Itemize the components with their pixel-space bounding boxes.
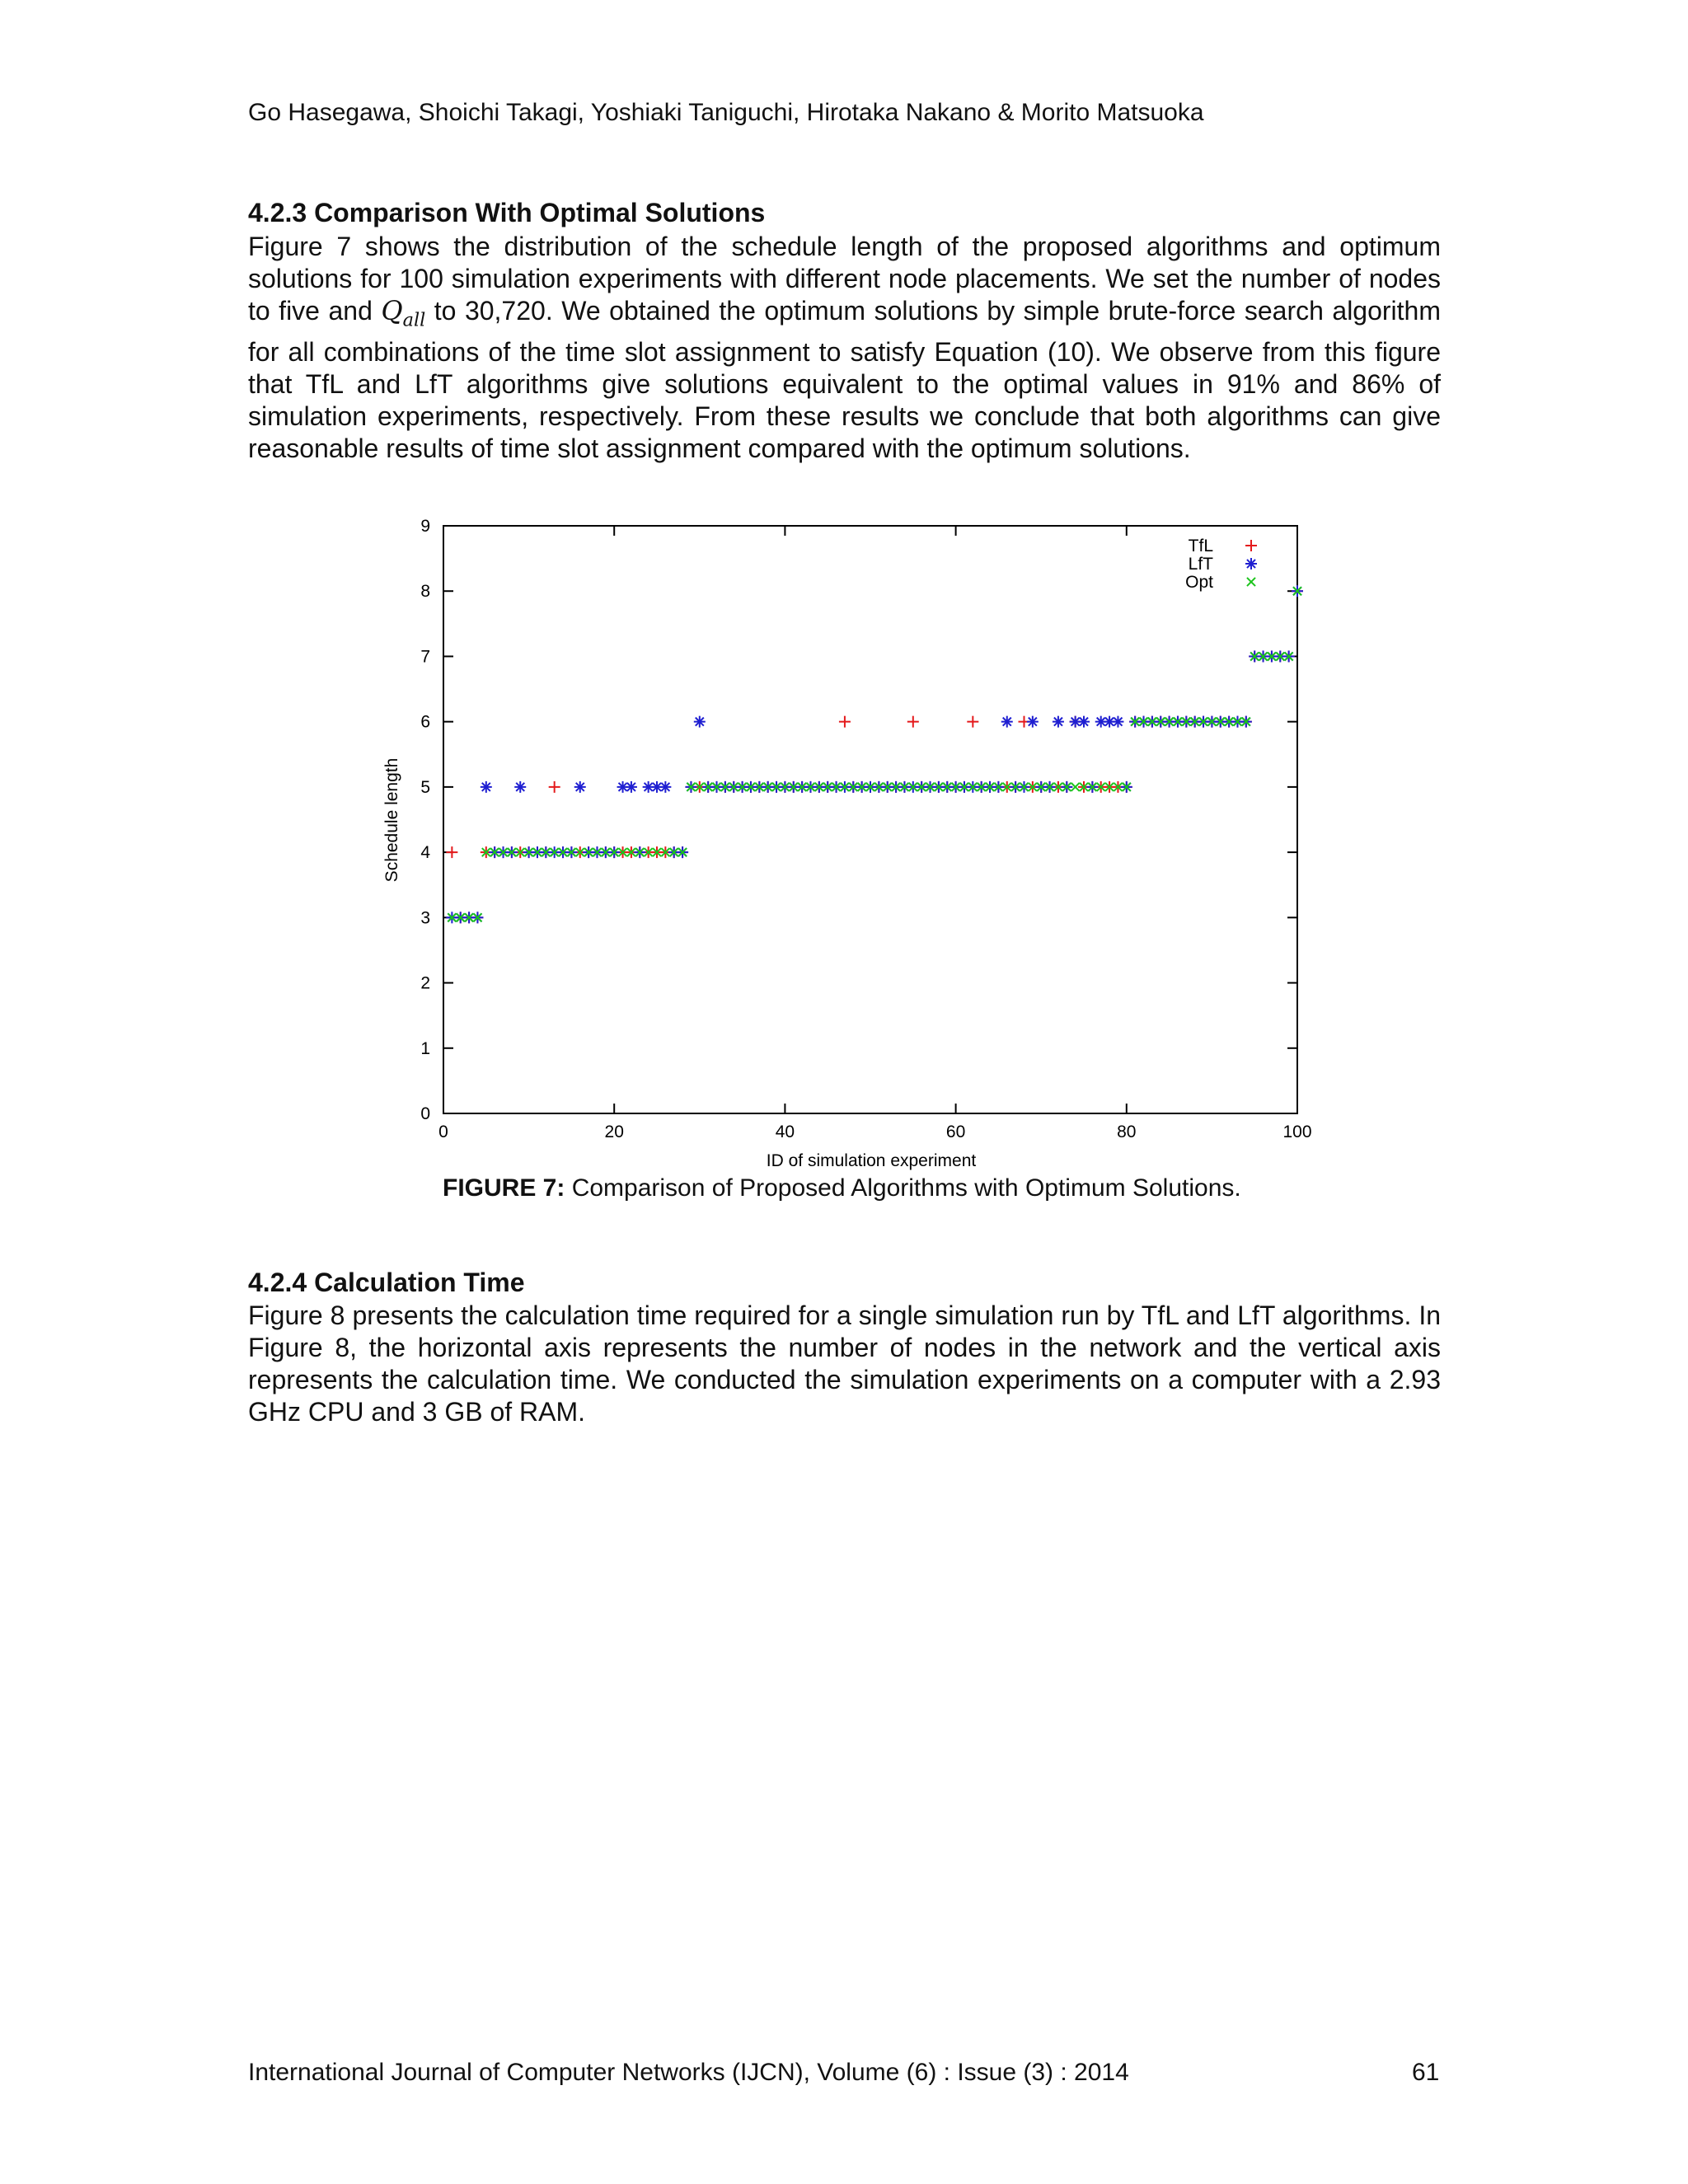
y-tick-label: 3 — [420, 908, 430, 928]
figure-caption — [443, 1174, 1241, 1202]
series-tfl — [446, 585, 1303, 923]
x-tick-label: 40 — [775, 1122, 795, 1141]
y-tick-label: 9 — [420, 517, 430, 536]
data-point-lft — [1112, 716, 1123, 728]
data-point-lft — [626, 781, 637, 793]
y-tick-label: 5 — [420, 777, 430, 797]
x-tick-label: 0 — [438, 1122, 448, 1141]
paragraph-text-part2: to 30,720. We obtained the optimum solutions by simple brute-force search algorithm for all combinations of the time slot assignment to satisfy Equation (10). We observe from this figure that TfL and LfT algorithms give solutions equivalent to the optimal values in 91% and 86% of simulation experiments, respectively. From these results we conclude that both algorithms can give reasonable results of time slot assignment compared with the optimum solutions. — [248, 296, 1441, 464]
y-tick-label: 2 — [420, 973, 430, 993]
data-point-tfl — [549, 781, 560, 793]
data-point-tfl — [839, 716, 851, 728]
paragraph-comparison — [248, 231, 1441, 465]
y-tick-label: 1 — [420, 1038, 430, 1058]
data-point-lft — [514, 781, 526, 793]
section-title-comparison: 4.2.3 Comparison With Optimal Solutions — [248, 198, 766, 227]
section-title-calculation-time: 4.2.4 Calculation Time — [248, 1268, 525, 1297]
y-tick-label: 4 — [420, 843, 430, 863]
data-point-lft — [481, 781, 492, 793]
data-point-lft — [1053, 716, 1064, 728]
y-tick-label: 0 — [420, 1104, 430, 1123]
x-tick-label: 60 — [945, 1122, 966, 1141]
caption-label: FIGURE 7: — [443, 1174, 565, 1202]
paragraph-calculation-time: Figure 8 presents the calculation time required for a single simulation run by TfL and LfT algorithms. In Figure 8, the horizontal axis represents the number of nodes in the network and the vertical axis represents the calculation time. We conducted the simulation experiments on a computer with a 2.93 GHz CPU and 3 GB of RAM. — [248, 1301, 1441, 1427]
series-lft — [446, 585, 1303, 923]
paragraph-text-part1: Figure 7 shows the distribution of the schedule length of the proposed algorithms and optimum solutions for 100 simulation experiments with different node placements. We set the number of nodes to five and — [248, 232, 1441, 326]
page-footer: International Journal of Computer Networks (IJCN), Volume (6) : Issue (3) : 2014 — [248, 2059, 1129, 2086]
x-tick-label: 80 — [1117, 1122, 1137, 1141]
legend — [1185, 537, 1257, 592]
y-tick-label: 8 — [420, 582, 430, 602]
data-point-tfl — [907, 716, 919, 728]
figure-7-chart — [371, 511, 1319, 1174]
y-tick-label: 6 — [420, 712, 430, 732]
math-q-all: $Q_{all}$ — [381, 295, 426, 331]
legend-label-lft: LfT — [1188, 555, 1213, 574]
legend-label-tfl: TfL — [1188, 537, 1213, 555]
data-points — [446, 585, 1303, 923]
legend-marker-tfl — [1245, 540, 1257, 551]
page-header: Go Hasegawa, Shoichi Takagi, Yoshiaki Taniguchi, Hirotaka Nakano & Morito Matsuoka — [248, 99, 1204, 126]
data-point-lft — [1001, 716, 1013, 728]
series-opt — [448, 587, 1301, 921]
legend-marker-lft — [1245, 558, 1257, 569]
data-point-lft — [694, 716, 706, 728]
caption-text: Comparison of Proposed Algorithms with Optimum Solutions. — [565, 1174, 1241, 1202]
legend-marker-opt — [1247, 578, 1255, 586]
y-tick-label: 7 — [420, 647, 430, 667]
data-point-lft — [574, 781, 586, 793]
data-point-tfl — [446, 846, 457, 858]
x-tick-label: 20 — [604, 1122, 624, 1141]
data-point-tfl — [967, 716, 978, 728]
data-point-lft — [1027, 716, 1039, 728]
legend-label-opt: Opt — [1185, 573, 1213, 592]
data-point-lft — [659, 781, 671, 793]
x-tick-label: 100 — [1282, 1122, 1312, 1141]
data-point-lft — [1078, 716, 1090, 728]
x-axis-label: ID of simulation experiment — [766, 1151, 977, 1170]
plot-border — [443, 526, 1297, 1113]
y-axis-label: Schedule length — [382, 757, 401, 883]
page-number: 61 — [1412, 2059, 1440, 2086]
